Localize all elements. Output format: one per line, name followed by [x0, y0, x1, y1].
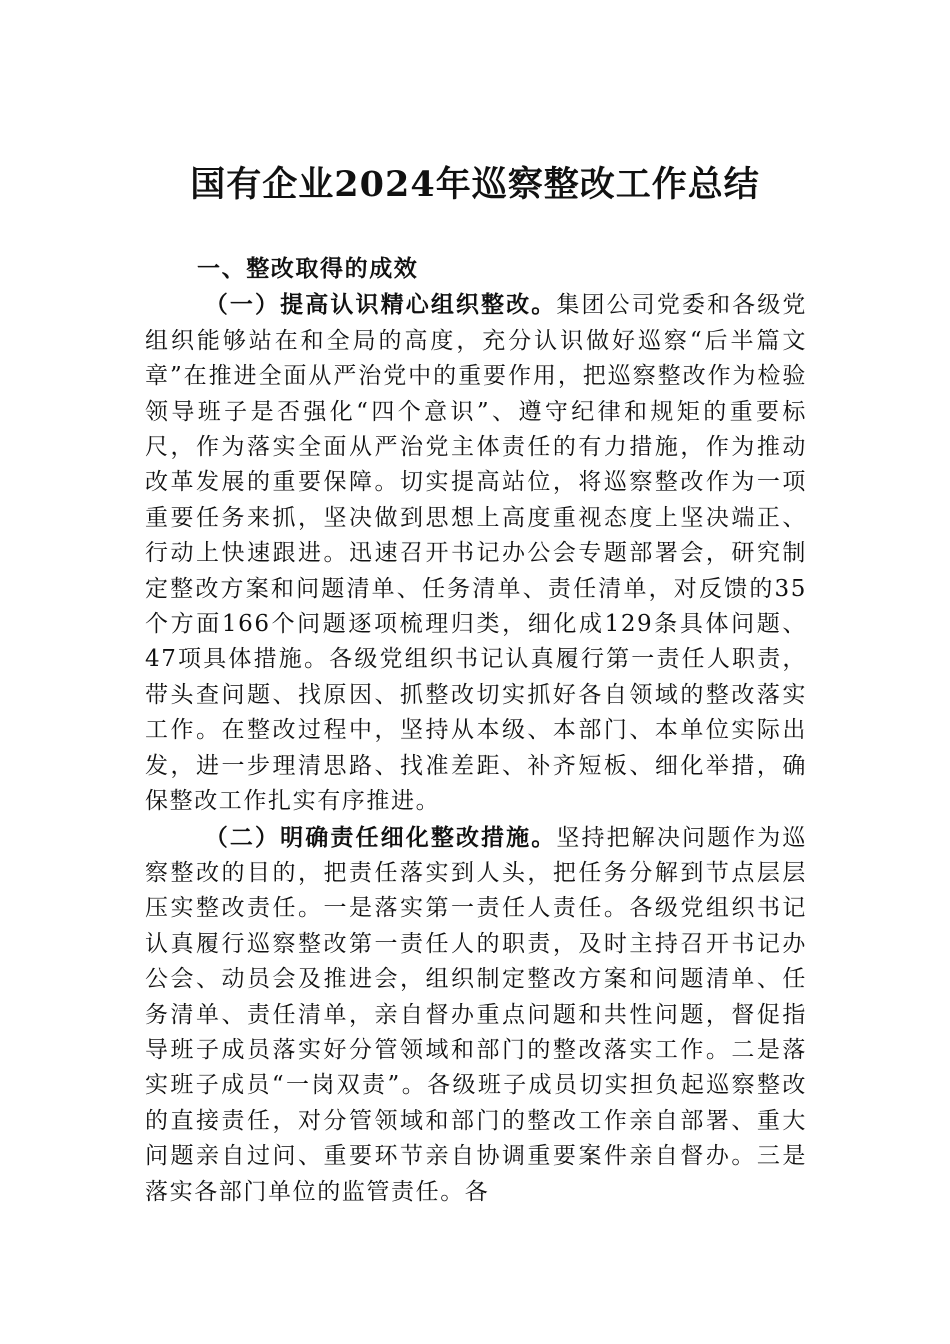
- paragraph-1: [145, 287, 807, 819]
- document-title: 国有企业2024年巡察整改工作总结: [190, 164, 760, 205]
- paragraph-1-text: 集团公司党委和各级党组织能够站在和全局的高度，充分认识做好巡察“后半篇文章”在推进全面从严治党中的重要作用，把巡察整改作为检验领导班子是否强化“四个意识”、遵守纪律和规矩的重要标尺，作为落实全面从严治党主体责任的有力措施，作为推动改革发展的重要保障。切实提高站位，将巡察整改作为一项重要任务来抓，坚决做到思想上高度重视态度上坚决端正、行动上快速跟进。迅速召开书记办公会专题部署会，研究制定整改方案和问题清单、任务清单、责任清单，对反馈的35个方面166个问题逐项梳理归类，细化成129条具体问题、47项具体措施。各级党组织书记认真履行第一责任人职责，带头查问题、找原因、抓整改切实抓好各自领域的整改落实工作。在整改过程中，坚持从本级、本部门、本单位实际出发，进一步理清思路、找准差距、补齐短板、细化举措，确保整改工作扎实有序推进。: [145, 292, 808, 815]
- paragraph-2-heading: （二）明确责任细化整改措施。: [204, 823, 557, 851]
- paragraph-2-text: 坚持把解决问题作为巡察整改的目的，把责任落实到人头，把任务分解到节点层层压实整改责任。一是落实第一责任人责任。各级党组织书记认真履行巡察整改第一责任人的职责，及时主持召开书记办公会、动员会及推进会，组织制定整改方案和问题清单、任务清单、责任清单，亲自督办重点问题和共性问题，督促指导班子成员落实好分管领域和部门的整改落实工作。二是落实班子成员“一岗双责”。各级班子成员切实担负起巡察整改的直接责任，对分管领域和部门的整改工作亲自部署、重大问题亲自过问、重要环节亲自协调重要案件亲自督办。三是落实各部门单位的监管责任。各: [145, 824, 808, 1205]
- document-body: [145, 252, 807, 1210]
- paragraph-1-heading: （一）提高认识精心组织整改。: [204, 291, 557, 319]
- section-heading: 一、整改取得的成效: [197, 256, 419, 282]
- paragraph-2: [145, 820, 807, 1210]
